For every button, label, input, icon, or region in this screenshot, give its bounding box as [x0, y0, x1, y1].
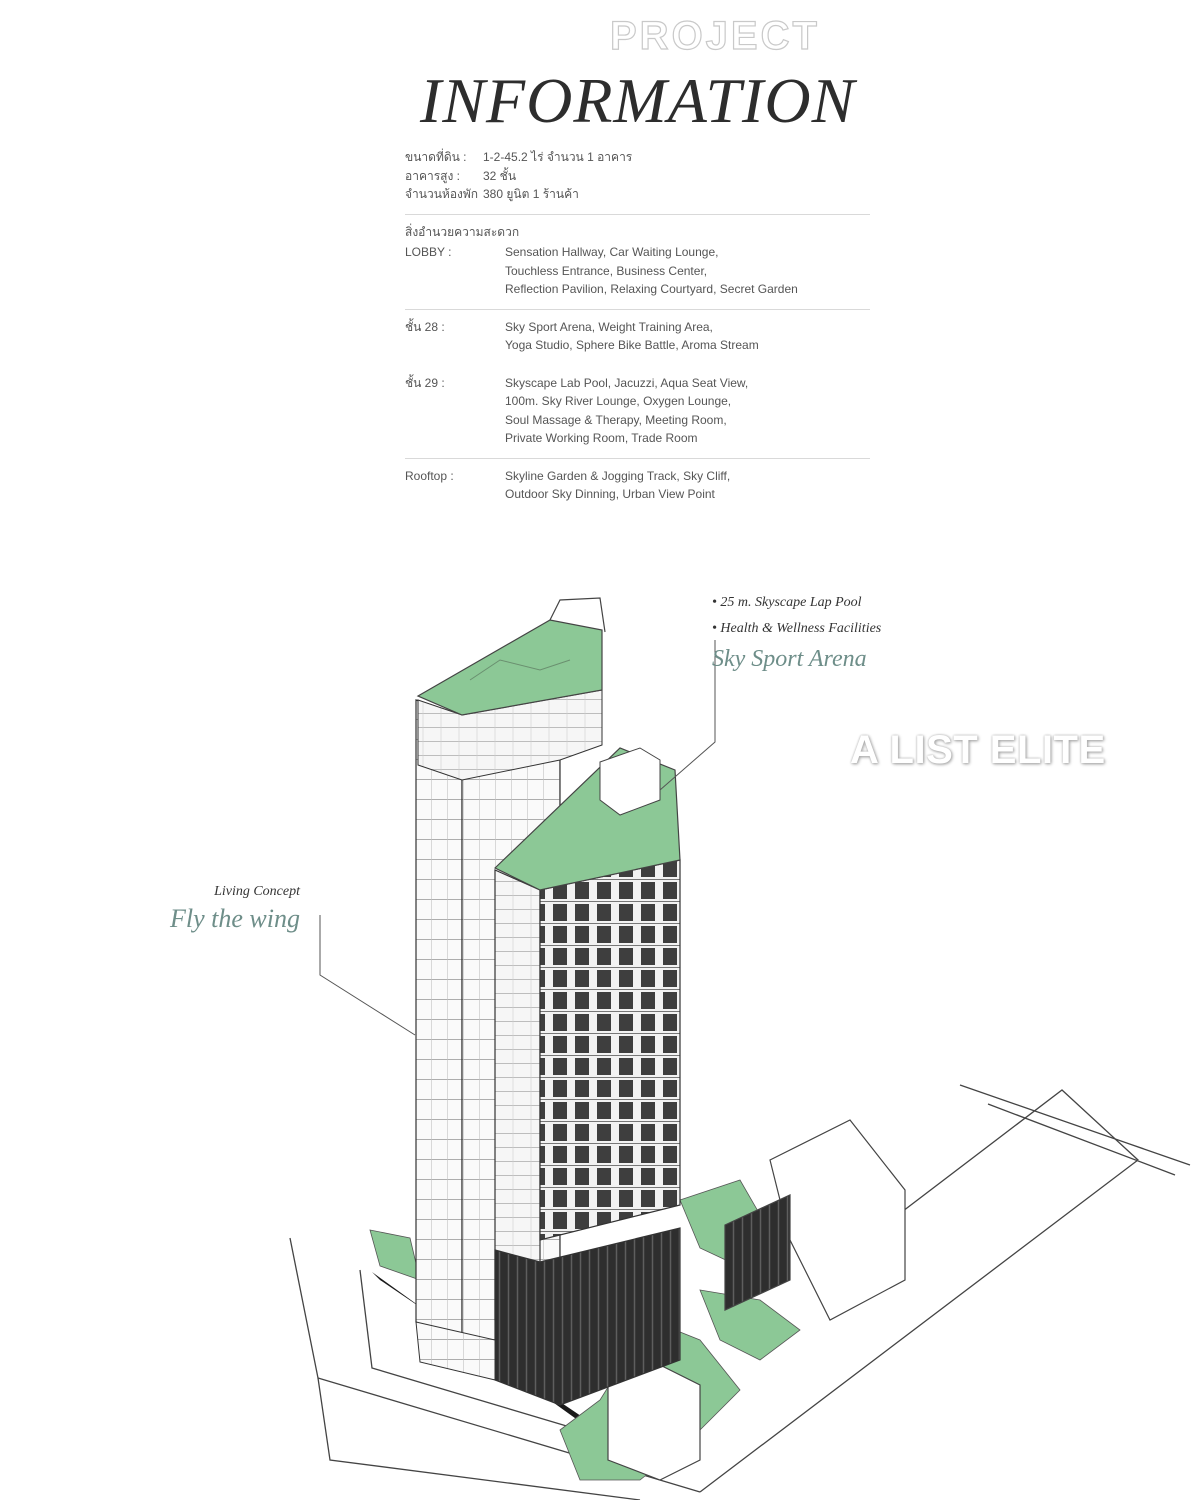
spec-label: อาคารสูง :: [405, 168, 461, 183]
title-project: PROJECT: [610, 14, 820, 58]
callout-line: • 25 m. Skyscape Lap Pool: [712, 595, 862, 610]
section-label: ชั้น 29 :: [405, 375, 445, 390]
watermark: A LIST ELITE: [850, 728, 1106, 772]
section-line: Yoga Studio, Sphere Bike Battle, Aroma Stream: [505, 338, 759, 352]
section-line: Soul Massage & Therapy, Meeting Room,: [505, 412, 727, 427]
callout-right: [712, 590, 881, 672]
spec-label: จำนวนห้องพัก: [405, 187, 479, 201]
site-edge: [988, 1104, 1175, 1175]
callout-script-text: Fly the wing: [170, 904, 300, 933]
leader-line-left: [320, 915, 415, 1035]
section-label: Rooftop :: [405, 468, 454, 483]
section-line: Private Working Room, Trade Room: [505, 431, 698, 445]
tower-left-face: [416, 700, 462, 1340]
spec-value: 380 ยูนิต 1 ร้านค้า: [483, 187, 579, 201]
callout-left: [160, 884, 300, 934]
section-line: Sensation Hallway, Car Waiting Lounge,: [505, 245, 719, 259]
spec-value: 32 ชั้น: [483, 168, 517, 183]
spec-value: 1-2-45.2 ไร่ จำนวน 1 อาคาร: [483, 150, 633, 164]
site-edge: [960, 1085, 1190, 1165]
section-line: Reflection Pavilion, Relaxing Courtyard, Secret Garden: [505, 282, 798, 296]
title-information: INFORMATION: [420, 65, 856, 136]
right-block-front-face: [540, 860, 680, 1240]
spec-label: ขนาดที่ดิน :: [405, 150, 467, 164]
section-line: Sky Sport Arena, Weight Training Area,: [505, 319, 713, 334]
section-label: LOBBY :: [405, 245, 452, 259]
callout-line: Living Concept: [214, 884, 300, 899]
section-line: 100m. Sky River Lounge, Oxygen Lounge,: [505, 394, 732, 408]
section-label: ชั้น 28 :: [405, 319, 445, 334]
amenities-heading: สิ่งอำนวยความสะดวก: [405, 224, 520, 239]
section-line: Skyscape Lab Pool, Jacuzzi, Aqua Seat View,: [505, 375, 749, 390]
callout-script-text: Sky Sport Arena: [712, 646, 867, 672]
callout-line: • Health & Wellness Facilities: [712, 621, 882, 636]
section-line: Skyline Garden & Jogging Track, Sky Cliff,: [505, 468, 731, 483]
section-line: Touchless Entrance, Business Center,: [505, 263, 708, 278]
section-line: Outdoor Sky Dinning, Urban View Point: [505, 487, 715, 501]
